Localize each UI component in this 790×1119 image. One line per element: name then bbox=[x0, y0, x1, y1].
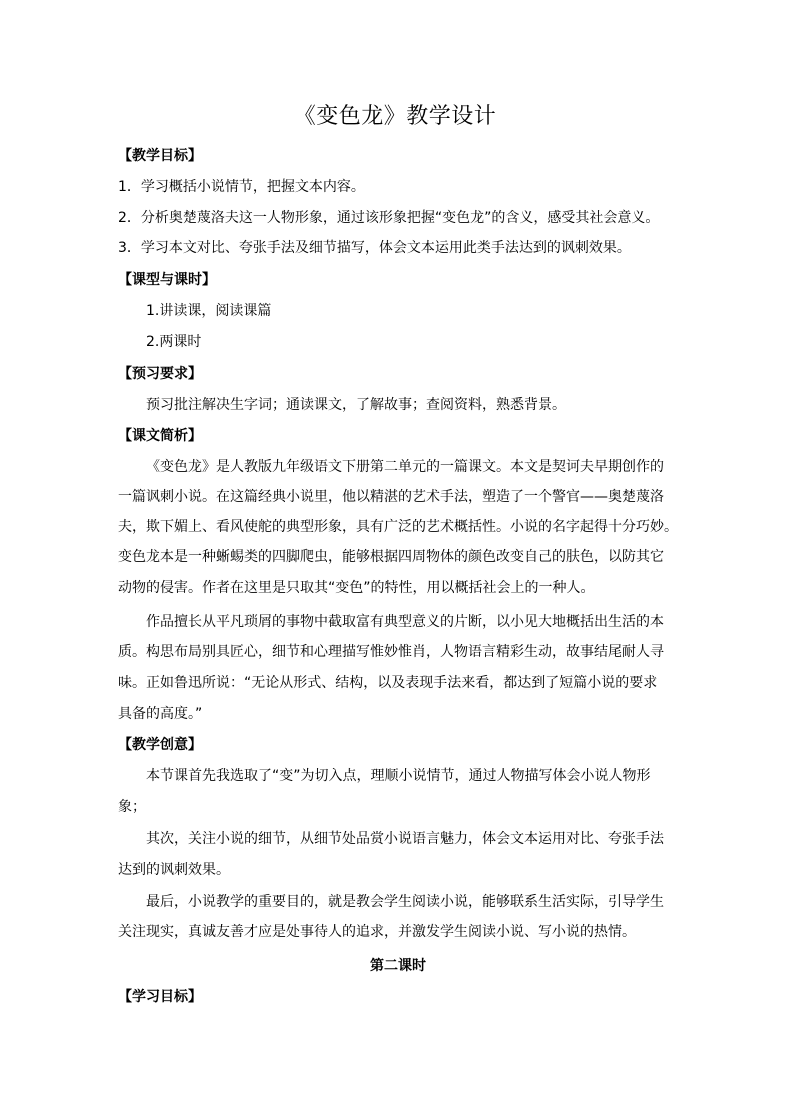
lesson2-heading: 第二课时 bbox=[370, 958, 426, 974]
type-heading: 【课型与课时】 bbox=[118, 272, 216, 288]
document-title: 《变色龙》教学设计 bbox=[293, 104, 497, 129]
preview-text: 预习批注解决生字词；通读课文，了解故事；查阅资料，熟悉背景。 bbox=[146, 397, 566, 413]
analysis-p2-line-1: 作品擅长从平凡琐屑的事物中截取富有典型意义的片断，以小见大地概括出生活的本 bbox=[146, 614, 664, 630]
preview-heading: 【预习要求】 bbox=[118, 366, 202, 382]
analysis-p2-line-4: 具备的高度。” bbox=[118, 706, 203, 722]
analysis-p2-line-3: 味。正如鲁迅所说：“无论从形式、结构，以及表现手法来看，都达到了短篇小说的要求 bbox=[118, 675, 658, 691]
creative-p2-line-1: 其次，关注小说的细节，从细节处品赏小说语言魅力，体会文本运用对比、夸张手法 bbox=[146, 831, 664, 847]
creative-heading: 【教学创意】 bbox=[118, 737, 202, 753]
creative-p2-line-2: 达到的讽刺效果。 bbox=[118, 862, 230, 878]
analysis-p1-line-3: 夫，欺下媚上、看风使舵的典型形象，具有广泛的艺术概括性。小说的名字起得十分巧妙。 bbox=[118, 519, 678, 535]
goal-item-1: 1．学习概括小说情节，把握文本内容。 bbox=[118, 179, 365, 195]
type-item-1: 1.讲读课，阅读课篇 bbox=[146, 303, 272, 319]
analysis-p1-line-2: 一篇讽刺小说。在这篇经典小说里，他以精湛的艺术手法，塑造了一个警官——奥楚蔑洛 bbox=[118, 489, 664, 505]
goal-item-3: 3．学习本文对比、夸张手法及细节描写，体会文本运用此类手法达到的讽刺效果。 bbox=[118, 240, 631, 256]
analysis-p1-line-5: 动物的侵害。作者在这里是只取其“变色”的特性，用以概括社会上的一种人。 bbox=[118, 580, 595, 596]
creative-p1-line-1: 本节课首先我选取了“变”为切入点，理顺小说情节，通过人物描写体会小说人物形 bbox=[146, 768, 651, 784]
analysis-p2-line-2: 质。构思布局别具匠心，细节和心理描写惟妙惟肖，人物语言精彩生动，故事结尾耐人寻 bbox=[118, 644, 664, 660]
creative-p3-line-2: 关注现实，真诚友善才应是处事待人的追求，并激发学生阅读小说、写小说的热情。 bbox=[118, 924, 636, 940]
goal-item-2: 2．分析奥楚蔑洛夫这一人物形象，通过该形象把握“变色龙”的含义，感受其社会意义。 bbox=[118, 210, 660, 226]
analysis-heading: 【课文简析】 bbox=[118, 428, 202, 444]
analysis-p1-line-4: 变色龙本是一种蜥蜴类的四脚爬虫，能够根据四周物体的颜色改变自己的肤色，以防其它 bbox=[118, 549, 664, 565]
goals-heading: 【教学目标】 bbox=[118, 148, 202, 164]
creative-p3-line-1: 最后，小说教学的重要目的，就是教会学生阅读小说，能够联系生活实际，引导学生 bbox=[146, 894, 664, 910]
study-goals-heading: 【学习目标】 bbox=[118, 989, 202, 1005]
type-item-2: 2.两课时 bbox=[146, 334, 202, 350]
analysis-p1-line-1: 《变色龙》是人教版九年级语文下册第二单元的一篇课文。本文是契诃夫早期创作的 bbox=[146, 459, 664, 475]
creative-p1-line-2: 象； bbox=[118, 799, 146, 815]
